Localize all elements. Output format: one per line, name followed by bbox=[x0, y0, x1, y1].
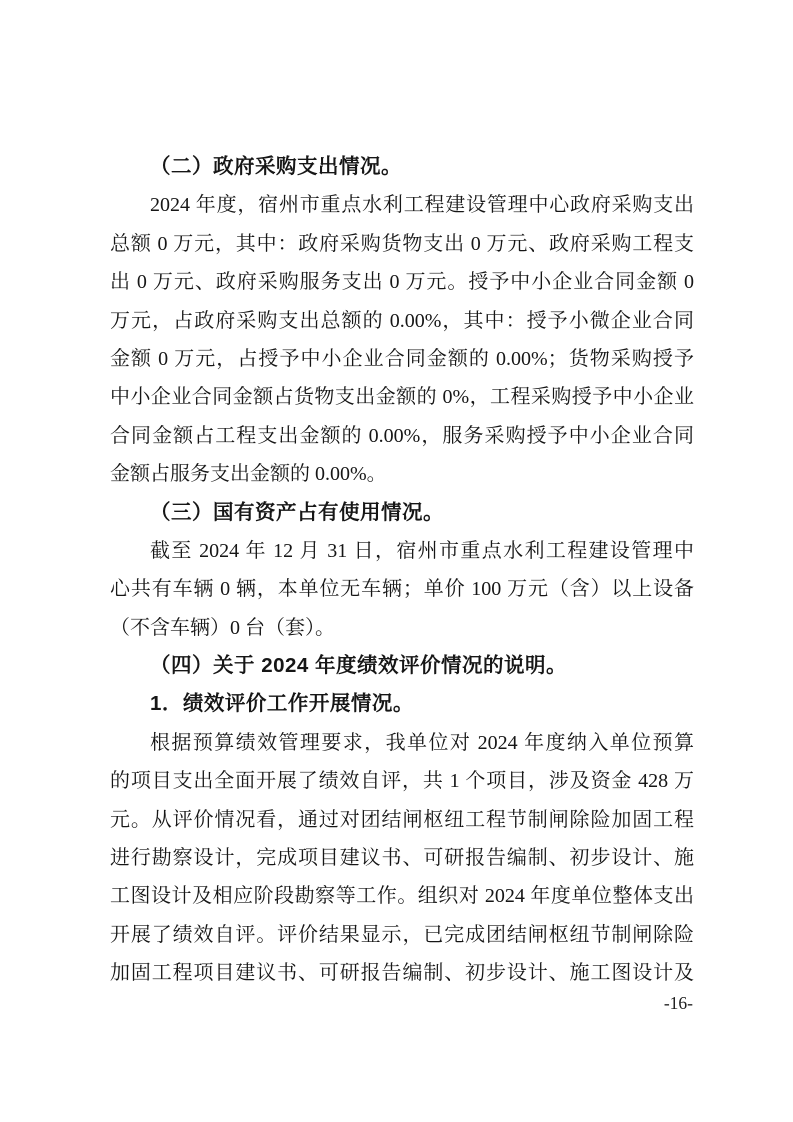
subsection-heading: 1．绩效评价工作开展情况。 bbox=[150, 692, 414, 716]
paragraph-line: 总额 0 万元，其中：政府采购货物支出 0 万元、政府采购工程支 bbox=[110, 232, 694, 255]
paragraph-line: 工图设计及相应阶段勘察等工作。组织对 2024 年度单位整体支出 bbox=[110, 885, 694, 908]
paragraph-line: 万元，占政府采购支出总额的 0.00%，其中：授予小微企业合同 bbox=[110, 309, 694, 332]
paragraph-line: 2024 年度，宿州市重点水利工程建设管理中心政府采购支出 bbox=[150, 194, 694, 217]
paragraph-line: 的项目支出全面开展了绩效自评，共 1 个项目，涉及资金 428 万 bbox=[110, 770, 694, 793]
section-heading: （二）政府采购支出情况。 bbox=[150, 155, 402, 178]
section-heading: （三）国有资产占有使用情况。 bbox=[150, 500, 444, 524]
paragraph-line: 金额占服务支出金额的 0.00%。 bbox=[110, 463, 387, 486]
paragraph-line: 中小企业合同金额占货物支出金额的 0%，工程采购授予中小企业 bbox=[110, 386, 694, 409]
document-content bbox=[110, 148, 694, 993]
section-heading: （四）关于 2024 年度绩效评价情况的说明。 bbox=[150, 654, 567, 678]
paragraph-line: 截至 2024 年 12 月 31 日，宿州市重点水利工程建设管理中 bbox=[150, 539, 694, 562]
paragraph-line: 加固工程项目建议书、可研报告编制、初步设计、施工图设计及 bbox=[110, 962, 694, 985]
paragraph-line: 开展了绩效自评。评价结果显示，已完成团结闸枢纽节制闸除险 bbox=[110, 923, 694, 946]
paragraph-line: 金额 0 万元，占授予中小企业合同金额的 0.00%；货物采购授予 bbox=[110, 347, 694, 370]
paragraph-line: 合同金额占工程支出金额的 0.00%，服务采购授予中小企业合同 bbox=[110, 424, 694, 447]
paragraph-line: 元。从评价情况看，通过对团结闸枢纽工程节制闸除险加固工程 bbox=[110, 808, 694, 831]
page-number: -16- bbox=[663, 993, 693, 1013]
paragraph-line: 根据预算绩效管理要求，我单位对 2024 年度纳入单位预算 bbox=[150, 731, 694, 754]
paragraph-line: 出 0 万元、政府采购服务支出 0 万元。授予中小企业合同金额 0 bbox=[110, 271, 694, 294]
paragraph-line: 心共有车辆 0 辆，本单位无车辆；单价 100 万元（含）以上设备 bbox=[110, 578, 694, 601]
paragraph-line: （不含车辆）0 台（套）。 bbox=[110, 616, 335, 639]
paragraph-line: 进行勘察设计，完成项目建议书、可研报告编制、初步设计、施 bbox=[110, 847, 694, 870]
